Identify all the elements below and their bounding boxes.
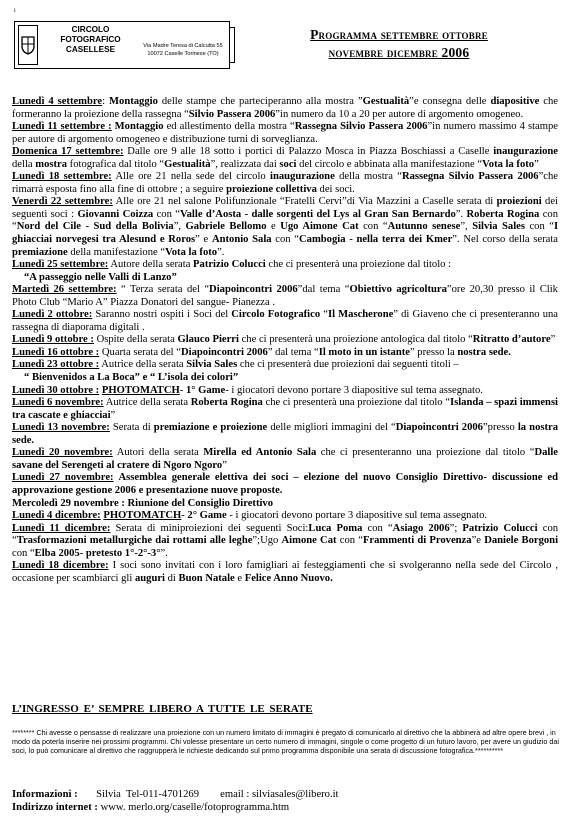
event-date: Lunedì 4 dicembre: bbox=[12, 510, 101, 522]
event-text: che formeranno la proiezione della rassegna “ bbox=[12, 96, 558, 120]
event-text: e bbox=[234, 572, 245, 584]
event-text: 2° Game bbox=[187, 510, 227, 522]
event-text: con “ bbox=[271, 234, 300, 246]
event-text: Serata di bbox=[109, 422, 154, 434]
event-text: ” di Giaveno che ci presenteranno una rassegna di diaporama digitali . bbox=[12, 309, 558, 333]
event-text: Serata di miniproiezioni dei seguenti Soci: bbox=[110, 522, 309, 534]
event-text: ”presso bbox=[482, 422, 518, 434]
event-text: ” bbox=[550, 334, 556, 346]
event-text: Autrice della serata bbox=[103, 397, 191, 409]
event-entry bbox=[12, 259, 558, 272]
event-text: ” dal tema “ bbox=[267, 346, 319, 358]
event-entry bbox=[12, 422, 558, 447]
event-entry bbox=[12, 309, 558, 334]
event-text: con “ bbox=[153, 208, 180, 220]
event-text: Frammenti di Provenza bbox=[362, 535, 472, 547]
event-text: diapositive bbox=[490, 96, 540, 107]
program-title bbox=[264, 26, 534, 62]
event-text: Assemblea generale elettiva dei soci – elezione del nuovo Consiglio Direttivo- discussione ed approvazione gestione 2006 e presentazione nuove proposte. bbox=[12, 472, 558, 496]
event-text: “ bbox=[320, 309, 328, 321]
event-text: mostra bbox=[35, 158, 68, 170]
event-date: Lunedì 11 dicembre: bbox=[12, 522, 111, 534]
event-date: Lunedì 23 ottobre : bbox=[12, 359, 100, 371]
event-text: Montaggio bbox=[114, 121, 164, 133]
event-text: e bbox=[266, 221, 281, 233]
event-text: ”, realizzata dai bbox=[210, 158, 280, 170]
event-text: Rassegna Silvio Passera 2006 bbox=[294, 121, 428, 133]
event-text: ”in numero massimo 4 stampe per autore di argomento omogeneo e distribuzione turni di sorveglianza. bbox=[12, 121, 558, 145]
event-date: Lunedì 25 settembre: bbox=[12, 259, 109, 271]
free-entry-notice: L’INGRESSO E’ SEMPRE LIBERO A TUTTE LE SERATE bbox=[12, 703, 313, 715]
event-text: di bbox=[164, 572, 179, 584]
event-text: I soci sono invitati con i loro famigliari ai festeggiamenti che si svolgeranno nella sede del Circolo , occasione per scambiarci gli bbox=[12, 560, 558, 584]
event-text: “ Bienvenidos a La Boca” e “ L’isola dei colori” bbox=[24, 372, 239, 384]
event-text: Roberta Rogina bbox=[190, 397, 263, 409]
club-name-line: CIRCOLO bbox=[71, 25, 110, 34]
event-text: Islanda – spazi immensi tra cascate e ghiacciai bbox=[12, 397, 559, 421]
event-text: ”; bbox=[449, 522, 463, 534]
event-text: con “ bbox=[12, 522, 559, 547]
info-label: Informazioni : bbox=[12, 789, 78, 800]
info-line bbox=[12, 788, 558, 801]
event-text: ” presso la bbox=[409, 346, 458, 358]
event-text: con “ bbox=[336, 535, 363, 547]
event-text: Alle ore 21 nella sede del circolo bbox=[111, 171, 271, 183]
event-text: Silvia Sales bbox=[186, 359, 238, 371]
event-entry bbox=[12, 121, 558, 146]
event-entry bbox=[12, 347, 558, 360]
event-text: Ugo Aimone Cat bbox=[280, 221, 359, 233]
event-text: Asiago 2006 bbox=[392, 522, 450, 534]
event-text: Felice Anno Nuovo. bbox=[244, 572, 333, 584]
event-text: Mirella ed Antonio Sala bbox=[203, 447, 317, 459]
web-line bbox=[12, 801, 558, 814]
event-text: Gestualità bbox=[164, 158, 211, 170]
event-text: Autori della serata bbox=[112, 447, 204, 459]
event-text: premiazione e proiezione bbox=[153, 422, 268, 434]
event-text: Daniele Borgoni bbox=[484, 535, 559, 547]
event-text: della mostra “ bbox=[334, 171, 402, 183]
event-text: Giovanni Coizza bbox=[77, 208, 154, 220]
event-text: con “ bbox=[12, 547, 35, 559]
event-text: - bbox=[179, 384, 186, 396]
club-name-line: FOTOGRAFICO bbox=[60, 35, 121, 44]
logo-club-name bbox=[43, 25, 138, 55]
event-text: che ci presenteranno una proiezione dal titolo “ bbox=[316, 447, 535, 459]
event-text: - i giocatori devono portare 3 diapositive sul tema assegnato. bbox=[225, 384, 483, 396]
event-text: con “ bbox=[358, 221, 388, 233]
event-date: Lunedì 6 novembre: bbox=[12, 397, 104, 409]
event-text: ”, bbox=[460, 221, 473, 233]
event-text: proiezioni bbox=[496, 196, 542, 208]
corner-mark: i bbox=[14, 8, 16, 14]
event-entry bbox=[12, 334, 558, 347]
event-text: Il Mascherone bbox=[327, 309, 394, 321]
logo-emblem-icon bbox=[18, 25, 38, 65]
event-text: Dalle ore 9 alle 18 sotto i portici di Palazzo Mosca in Piazza Boschiassi a Caselle bbox=[123, 146, 494, 158]
program-title-line: Programma settembre ottobre bbox=[310, 27, 488, 42]
event-text: Nord del Cile - Sud della Bolivia bbox=[16, 221, 174, 233]
contacts bbox=[12, 788, 558, 814]
event-date: Lunedì 27 novembre: bbox=[12, 472, 114, 484]
event-entry bbox=[12, 385, 558, 398]
event-text: Saranno nostri ospiti i Soci del bbox=[92, 309, 232, 321]
event-text: Valle d’Aosta - dalle sorgenti del Lys al Gran San Bernardo bbox=[179, 208, 456, 220]
event-text: del circolo e abbinata alla manifestazione “ bbox=[296, 158, 483, 170]
event-text: Antonio Sala bbox=[211, 234, 272, 246]
film-strip-icon bbox=[230, 27, 235, 63]
event-text: Diapoincontri 2006 bbox=[180, 346, 268, 358]
event-text: proiezione collettiva bbox=[226, 183, 317, 195]
event-text: - i giocatori devono portare 3 diapositive sul tema assegnato. bbox=[226, 510, 488, 522]
event-text: con “ bbox=[12, 208, 559, 233]
event-entry bbox=[12, 146, 558, 171]
event-entry bbox=[12, 523, 558, 561]
event-text: Ritratto d’autore bbox=[472, 334, 551, 346]
event-entry bbox=[12, 284, 558, 309]
event-text: Dalle savane del Serengeti al cratere di Ngoro Ngoro bbox=[12, 447, 558, 471]
event-text: Elba 2005- pretesto 1°-2°-3° bbox=[34, 547, 161, 559]
event-text: nostra sede. bbox=[457, 346, 511, 358]
event-text: “ Terza serata del “ bbox=[116, 284, 210, 296]
event-text: inaugurazione bbox=[270, 171, 335, 183]
event-text: Quarta serata del “ bbox=[99, 346, 181, 358]
event-text: ”;Ugo bbox=[252, 535, 282, 547]
event-text: Vota la foto bbox=[482, 158, 535, 170]
event-text: fotografica dal titolo “ bbox=[67, 158, 165, 170]
event-entry bbox=[12, 560, 558, 585]
event-text: ”. bbox=[455, 208, 467, 220]
event-date: Lunedì 4 settembre bbox=[12, 96, 103, 107]
event-text: ”e bbox=[471, 535, 485, 547]
event-entry bbox=[12, 171, 558, 196]
event-text: Glauco Pierri bbox=[177, 334, 239, 346]
event-text: - bbox=[181, 510, 188, 522]
event-text: ”. bbox=[217, 246, 225, 258]
event-date: Lunedì 13 novembre: bbox=[12, 422, 110, 434]
event-text: ”. Nel corso della serata bbox=[452, 234, 559, 246]
event-date: Lunedì 9 ottobre : bbox=[12, 334, 94, 346]
event-text: ”, bbox=[173, 221, 186, 233]
event-text: la nostra sede. bbox=[12, 422, 559, 446]
event-text: dei seguenti soci : bbox=[12, 196, 558, 220]
event-text: Autrice della serata bbox=[99, 359, 187, 371]
event-text: premiazione bbox=[12, 246, 68, 258]
event-text: Gabriele Bellomo bbox=[185, 221, 267, 233]
address-line: Via Madre Teresa di Calcutta 55 bbox=[143, 43, 223, 49]
event-text: che ci presenterà due proiezioni dai seguenti titoli – bbox=[237, 359, 459, 371]
event-text: Aimone Cat bbox=[281, 535, 337, 547]
event-entry bbox=[12, 472, 558, 497]
web-text[interactable]: www. merlo.org/caselle/fotoprogramma.htm bbox=[97, 802, 290, 814]
club-logo bbox=[14, 21, 230, 69]
event-text: ” bbox=[534, 158, 539, 170]
event-date: Lunedì 30 ottobre : bbox=[12, 384, 100, 396]
proposal-note: ******** Chi avesse o pensasse di realizzare una proiezione con un numero limitato di immagini è pregato di comunicarlo al direttivo che la abbinerà ad altre opere brevi , in modo da poterla inserire nei prossimi programmi. Chi volesse presentare un certo numero di immagini, singole o come progetto di un futuro lavoro, per avere un giudizio dai soci, lo può comunicare al direttivo che raggrupperà le richieste dedicando sul primo programma disponibile una serata di discussione fotografica.********** bbox=[12, 728, 559, 755]
event-date: Martedì 26 settembre: bbox=[12, 284, 117, 296]
event-entry bbox=[12, 510, 558, 523]
event-entry bbox=[12, 96, 558, 121]
event-text: Vota la foto bbox=[165, 246, 218, 258]
info-text: Silvia Tel-011-4701269 email : silviasales@libero.it bbox=[77, 789, 339, 800]
event-text: ”. bbox=[160, 547, 168, 559]
event-date: Lunedì 16 ottobre : bbox=[12, 346, 100, 358]
address-line: 10072 Caselle Torinese (TO) bbox=[147, 51, 219, 57]
event-text: della manifestazione “ bbox=[67, 246, 166, 258]
event-date: Lunedì 18 dicembre: bbox=[12, 560, 109, 572]
logo-address bbox=[137, 42, 229, 58]
event-text: con “ bbox=[362, 522, 393, 534]
event-text: delle migliori immagini del “ bbox=[267, 422, 396, 434]
event-date: Lunedì 18 settembre: bbox=[12, 171, 112, 183]
event-date: Lunedì 11 settembre : bbox=[12, 121, 112, 133]
event-text: Silvia Sales bbox=[472, 221, 525, 233]
event-text: Rassegna Silvio Passera 2006 bbox=[401, 171, 539, 183]
event-date: Lunedì 2 ottobre: bbox=[12, 309, 93, 321]
event-text: ”dal tema “ bbox=[297, 284, 350, 296]
event-text: Luca Poma bbox=[308, 522, 363, 534]
event-text: 1° Game bbox=[185, 384, 226, 396]
event-text: con “ bbox=[524, 221, 554, 233]
event-date: Domenica 17 settembre: bbox=[12, 146, 124, 158]
event-entry bbox=[12, 498, 558, 511]
event-text: inaugurazione bbox=[493, 146, 558, 158]
event-text: Diapoincontri 2006 bbox=[395, 422, 483, 434]
event-text: della bbox=[12, 158, 36, 170]
event-text: Mercoledì 29 novembre : bbox=[12, 497, 125, 509]
event-text: Diapoincontri 2006 bbox=[209, 284, 298, 296]
event-entry bbox=[12, 272, 558, 285]
event-entry bbox=[12, 447, 558, 472]
event-text: Riunione del Consiglio Direttivo bbox=[127, 497, 274, 509]
event-text: Roberta Rogina bbox=[466, 208, 540, 220]
event-text: Silvio Passera 2006 bbox=[188, 108, 276, 120]
event-text: Alle ore 21 nel salone Polifunzionale “Fratelli Cervi”di Via Mazzini a Caselle serata di bbox=[112, 196, 497, 208]
event-text: auguri bbox=[134, 572, 165, 584]
event-text: Montaggio bbox=[109, 96, 158, 107]
event-date: Lunedì 20 novembre: bbox=[12, 447, 113, 459]
event-entry bbox=[12, 359, 558, 372]
event-text: Buon Natale bbox=[178, 572, 235, 584]
event-text: ”e consegna delle bbox=[409, 96, 491, 107]
event-entry bbox=[12, 372, 558, 385]
event-text: che ci presenterà una proiezione antologica dal titolo “ bbox=[238, 334, 473, 346]
event-text: Obiettivo agricoltura bbox=[349, 284, 447, 296]
club-name-line: CASELLESE bbox=[65, 45, 116, 54]
event-text: Autunno senese bbox=[387, 221, 461, 233]
event-text: Cambogia - nella terra dei Kmer bbox=[299, 234, 453, 246]
event-text: ” e bbox=[195, 234, 212, 246]
event-text: ”in numero da 10 a 20 per autore di argomento omogeneo. bbox=[275, 108, 524, 120]
event-text: che ci presenterà una proiezione dal titolo “ bbox=[262, 397, 450, 409]
event-entry bbox=[12, 397, 558, 422]
event-text: ”che rimarrà esposta fino alla fine di ottobre ; a seguire bbox=[12, 171, 558, 195]
event-text: dei soci. bbox=[316, 183, 355, 195]
event-text: Gestualità bbox=[362, 96, 410, 107]
event-text: I ghiacciai norvegesi tra Alesund e Roros bbox=[12, 221, 559, 246]
event-text: : bbox=[102, 96, 110, 107]
event-text: Patrizio Colucci bbox=[193, 259, 266, 271]
event-text: che ci presenterà una proiezione dal titolo : bbox=[265, 259, 452, 271]
event-text: Ospite della serata bbox=[93, 334, 178, 346]
event-text: Il moto in un istante bbox=[318, 346, 410, 358]
event-text: delle stampe che parteciperanno alla mostra ” bbox=[157, 96, 363, 107]
program-title-line: novembre dicembre 2006 bbox=[328, 45, 470, 60]
event-text: soci bbox=[279, 158, 297, 170]
events-list bbox=[12, 96, 558, 585]
event-entry bbox=[12, 196, 558, 259]
web-label: Indirizzo internet : bbox=[12, 802, 98, 814]
event-date: PHOTOMATCH bbox=[103, 510, 182, 522]
event-text: ” bbox=[222, 459, 227, 471]
event-text: Circolo Fotografico bbox=[231, 309, 321, 321]
event-text: ed allestimento della mostra “ bbox=[163, 121, 295, 133]
event-date: Venerdì 22 settembre: bbox=[12, 196, 113, 208]
event-text: “A passeggio nelle Valli di Lanzo” bbox=[24, 271, 177, 283]
event-text: Patrizio Colucci bbox=[462, 522, 538, 534]
event-text: Autore della serata bbox=[108, 259, 194, 271]
event-date: PHOTOMATCH bbox=[101, 384, 180, 396]
event-text: ”ore 20,30 presso il Clik Photo Club “Mario A” Piazza Donatori del sangue- Pianezza . bbox=[12, 284, 558, 308]
event-text: ” bbox=[110, 409, 116, 421]
event-text: Trasformazioni metallurgiche dai rottami alle leghe bbox=[16, 535, 253, 547]
